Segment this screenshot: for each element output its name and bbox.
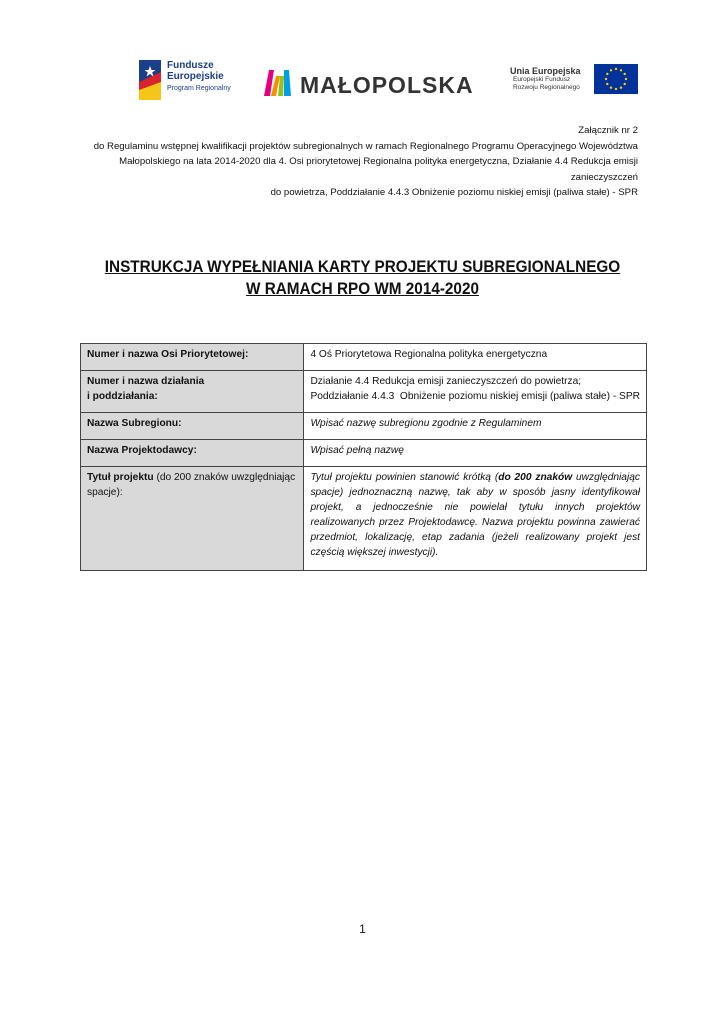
eu-flag-icon xyxy=(594,64,638,94)
ue-line2: Europejski Fundusz xyxy=(513,76,571,83)
annex-header xyxy=(78,123,638,201)
measure-value-line2: Poddziałanie 4.4.3 Obniżenie poziomu niskiej emisji (paliwa stałe) - SPR xyxy=(310,391,640,402)
project-title-label xyxy=(81,467,304,571)
measure-label-line1: Numer i nazwa działania xyxy=(87,376,205,387)
annex-line4: do powietrza, Poddziałanie 4.4.3 Obniżenie poziomu niskiej emisji (paliwa stałe) - SPR xyxy=(270,187,638,198)
fundusze-europejskie-logo xyxy=(139,60,249,102)
title-line1: INSTRUKCJA WYPEŁNIANIA KARTY PROJEKTU SUBREGIONALNEGO xyxy=(104,257,621,276)
fe-line1: Fundusze xyxy=(167,60,214,71)
priority-axis-label: Numer i nazwa Osi Priorytetowej: xyxy=(81,344,304,371)
ue-line3: Rozwoju Regionalnego xyxy=(513,84,580,91)
table-row xyxy=(81,440,647,467)
unia-europejska-logo xyxy=(510,62,640,106)
ue-line1: Unia Europejska xyxy=(510,66,581,76)
table-row xyxy=(81,371,647,413)
applicant-value: Wpisać pełną nazwę xyxy=(304,440,647,467)
fe-line3: Program Regionalny xyxy=(167,85,231,92)
measure-label-line2: i poddziałania: xyxy=(87,391,158,402)
measure-value-line1: Działanie 4.4 Redukcja emisji zanieczyszczeń do powietrza; xyxy=(310,376,582,387)
table-row xyxy=(81,413,647,440)
table-row xyxy=(81,467,647,571)
measure-label xyxy=(81,371,304,413)
document-title xyxy=(36,256,689,300)
title-line2: W RAMACH RPO WM 2014-2020 xyxy=(246,279,479,298)
project-title-label-bold: Tytuł projektu xyxy=(87,472,154,483)
page-number: 1 xyxy=(359,922,366,936)
fundusze-europejskie-mark xyxy=(139,60,161,100)
subregion-value: Wpisać nazwę subregionu zgodnie z Regulaminem xyxy=(304,413,647,440)
project-title-value-part1: Tytuł projektu powinien stanowić krótką ( xyxy=(310,472,499,483)
annex-line3: Małopolskiego na lata 2014-2020 dla 4. Osi priorytetowej Regionalna polityka energetyczna, Działanie 4.4 Redukcja emisji zanieczyszczeń xyxy=(119,156,638,183)
priority-axis-value: 4 Oś Priorytetowa Regionalna polityka energetyczna xyxy=(304,344,647,371)
table-row xyxy=(81,344,647,371)
annex-number: Załącznik nr 2 xyxy=(578,125,638,136)
applicant-label: Nazwa Projektodawcy: xyxy=(81,440,304,467)
project-card-table xyxy=(80,343,647,571)
project-title-value-bold: do 200 znaków xyxy=(498,472,573,483)
logo-bar xyxy=(0,58,725,106)
malopolska-mark xyxy=(262,66,294,98)
project-title-value-part2: uwzględniając spacje) jednoznaczną nazwę, tak aby w sposób jasny identyfikował projekt, a jednocześnie nie powielał tytułu innych projektów realizowanych przez Projektodawcę. Nazwa projektu powinna zawierać przedmiot, lokalizację, etap zadania (jeżeli realizowany projekt jest częścią większej inwestycji). xyxy=(310,472,640,558)
malopolska-wordmark: MAŁOPOLSKA xyxy=(300,72,474,98)
project-title-value xyxy=(304,467,647,571)
measure-value xyxy=(304,371,647,413)
fe-line2: Europejskie xyxy=(167,71,224,82)
malopolska-logo xyxy=(262,66,482,102)
subregion-label: Nazwa Subregionu: xyxy=(81,413,304,440)
project-title-label-rest: (do 200 znaków uwzględniając spacje): xyxy=(87,472,296,498)
annex-line2: do Regulaminu wstępnej kwalifikacji projektów subregionalnych w ramach Regionalnego Programu Operacyjnego Województwa xyxy=(93,140,638,152)
